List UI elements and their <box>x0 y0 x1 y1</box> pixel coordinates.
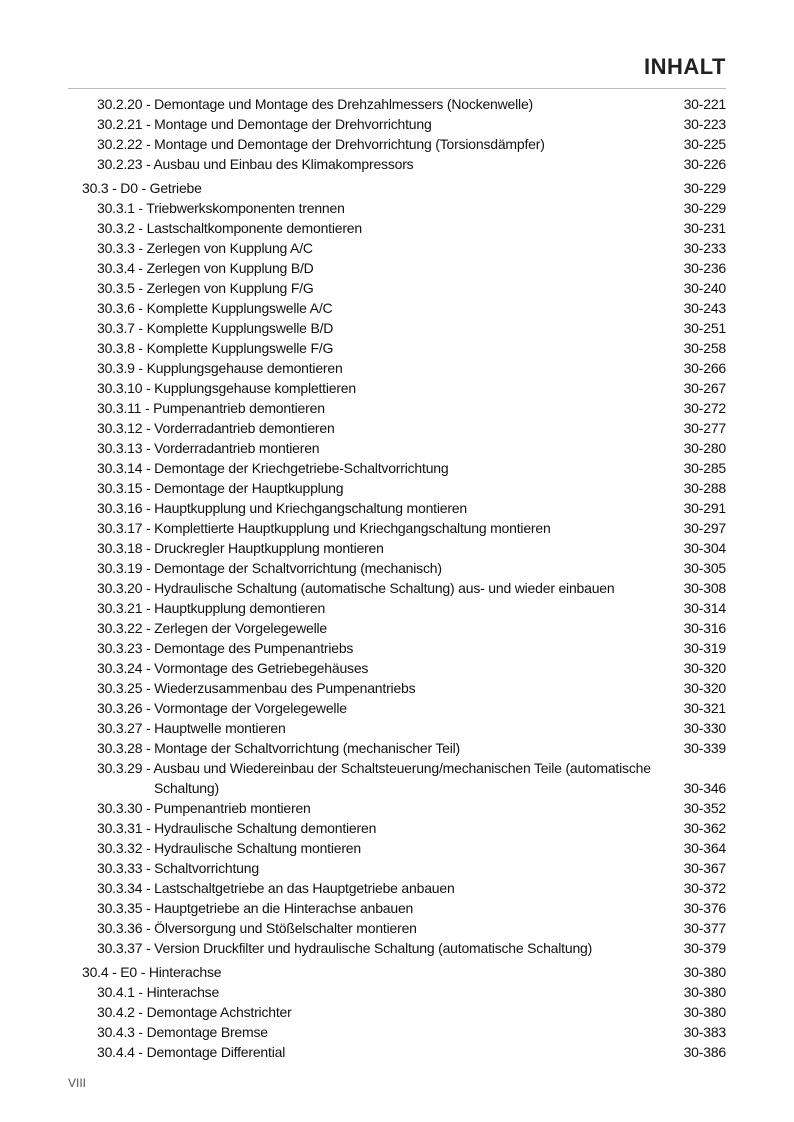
toc-entry-page: 30-291 <box>683 500 726 516</box>
toc-entry[interactable] <box>82 898 726 918</box>
toc-entry-page: 30-380 <box>683 984 726 1000</box>
toc-entry[interactable] <box>82 134 726 154</box>
footer-page-number: VIII <box>68 1076 87 1090</box>
toc-entry[interactable] <box>82 218 726 238</box>
toc-entry-page: 30-229 <box>683 200 726 216</box>
toc-entry[interactable] <box>82 378 726 398</box>
toc-entry-page: 30-376 <box>683 900 726 916</box>
toc-entry-title: 30.3.32 - Hydraulische Schaltung montieren <box>97 840 361 856</box>
toc-entry[interactable] <box>82 982 726 1002</box>
toc-entry-title: 30.3.31 - Hydraulische Schaltung demontieren <box>97 820 377 836</box>
toc-entry-page: 30-367 <box>683 860 726 876</box>
toc-entry-title: 30.4.1 - Hinterachse <box>97 984 220 1000</box>
toc-entry[interactable] <box>82 838 726 858</box>
toc-entry[interactable] <box>82 618 726 638</box>
toc-entry-page: 30-305 <box>683 560 726 576</box>
toc-entry-title: 30.3.2 - Lastschaltkomponente demontieren <box>97 220 362 236</box>
toc-entry-title: 30.3.30 - Pumpenantrieb montieren <box>97 800 311 816</box>
toc-entry[interactable] <box>82 498 726 518</box>
toc-entry[interactable] <box>82 518 726 538</box>
toc-entry-title: 30.3.34 - Lastschaltgetriebe an das Hauptgetriebe anbauen <box>97 880 455 896</box>
toc-entry[interactable] <box>82 438 726 458</box>
toc-entry[interactable] <box>82 94 726 114</box>
toc-entry-title: 30.3.11 - Pumpenantrieb demontieren <box>97 400 325 416</box>
toc-entry-page: 30-258 <box>683 340 726 356</box>
toc-entry-page: 30-236 <box>683 260 726 276</box>
toc-entry-page: 30-330 <box>683 720 726 736</box>
toc-section[interactable] <box>82 962 726 982</box>
toc-entry-page: 30-319 <box>683 640 726 656</box>
toc-entry-page: 30-316 <box>683 620 726 636</box>
toc-entry-title: 30.3.37 - Version Druckfilter und hydraulische Schaltung (automatische Schaltung) <box>97 940 593 956</box>
toc-entry-title: 30.3.28 - Montage der Schaltvorrichtung (mechanischer Teil) <box>97 740 461 756</box>
toc-entry[interactable] <box>82 114 726 134</box>
toc-entry-title: 30.2.21 - Montage und Demontage der Drehvorrichtung <box>97 116 432 132</box>
toc-entry-page: 30-383 <box>683 1024 726 1040</box>
toc-entry[interactable] <box>82 578 726 598</box>
toc-entry[interactable] <box>82 318 726 338</box>
toc-entry-page: 30-280 <box>683 440 726 456</box>
toc-entry-title: 30.3.23 - Demontage des Pumpenantriebs <box>97 640 354 656</box>
toc-entry-page: 30-364 <box>683 840 726 856</box>
toc-entry-page: 30-377 <box>683 920 726 936</box>
toc-entry[interactable] <box>82 358 726 378</box>
toc-entry-title: 30.3.10 - Kupplungsgehause komplettieren <box>97 380 356 396</box>
toc-entry-title: 30.3.17 - Komplettierte Hauptkupplung und Kriechgangschaltung montieren <box>97 520 551 536</box>
toc-entry[interactable] <box>82 258 726 278</box>
toc-entry-title: 30.3.24 - Vormontage des Getriebegehäuses <box>97 660 369 676</box>
toc-entry-page: 30-314 <box>683 600 726 616</box>
toc-entry[interactable] <box>82 638 726 658</box>
toc-entry-title: 30.3.26 - Vormontage der Vorgelegewelle <box>97 700 347 716</box>
toc-entry[interactable] <box>82 538 726 558</box>
toc-entry-title: 30.3.15 - Demontage der Hauptkupplung <box>97 480 344 496</box>
toc-entry-page: 30-346 <box>683 780 726 796</box>
toc-entry-page: 30-304 <box>683 540 726 556</box>
toc-entry[interactable] <box>82 858 726 878</box>
toc-entry-page: 30-233 <box>683 240 726 256</box>
toc-entry-page: 30-380 <box>683 1004 726 1020</box>
toc-entry[interactable] <box>82 1002 726 1022</box>
toc-entry-title <box>97 758 726 798</box>
toc-entry-title: 30.3.8 - Komplette Kupplungswelle F/G <box>97 340 334 356</box>
toc-entry-title: 30.3.1 - Triebwerkskomponenten trennen <box>97 200 345 216</box>
toc-entry-title: 30.3.12 - Vorderradantrieb demontieren <box>97 420 335 436</box>
toc-entry-title: 30.3.33 - Schaltvorrichtung <box>97 860 259 876</box>
toc-entry[interactable] <box>82 758 726 798</box>
toc-entry-title: 30.3.9 - Kupplungsgehause demontieren <box>97 360 343 376</box>
toc-entry-title: 30.4.3 - Demontage Bremse <box>97 1024 268 1040</box>
toc-entry-title: 30.3 - D0 - Getriebe <box>82 180 202 196</box>
toc-entry-title: 30.3.16 - Hauptkupplung und Kriechgangschaltung montieren <box>97 500 467 516</box>
toc-entry[interactable] <box>82 878 726 898</box>
toc-entry[interactable] <box>82 698 726 718</box>
toc-entry[interactable] <box>82 558 726 578</box>
toc-entry-title: 30.4.4 - Demontage Differential <box>97 1044 286 1060</box>
toc-entry-page: 30-321 <box>683 700 726 716</box>
toc-entry-title: 30.3.3 - Zerlegen von Kupplung A/C <box>97 240 313 256</box>
page-title: INHALT <box>643 54 726 79</box>
toc-entry-page: 30-225 <box>683 136 726 152</box>
toc-entry-title: 30.3.14 - Demontage der Kriechgetriebe-Schaltvorrichtung <box>97 460 449 476</box>
toc-entry-page: 30-320 <box>683 660 726 676</box>
toc-entry-title: 30.3.4 - Zerlegen von Kupplung B/D <box>97 260 314 276</box>
toc-entry-title: 30.3.7 - Komplette Kupplungswelle B/D <box>97 320 334 336</box>
toc-entry[interactable] <box>82 238 726 258</box>
toc-entry-page: 30-308 <box>683 580 726 596</box>
toc-entry-page: 30-285 <box>683 460 726 476</box>
toc-entry-page: 30-267 <box>683 380 726 396</box>
toc-entry-page: 30-266 <box>683 360 726 376</box>
toc-entry-title-line: 30.3.29 - Ausbau und Wiedereinbau der Schaltsteuerung/mechanischen Teile (automatische <box>97 760 651 776</box>
toc-entry[interactable] <box>82 154 726 174</box>
header-divider <box>68 88 726 89</box>
toc-entry-title: 30.3.18 - Druckregler Hauptkupplung montieren <box>97 540 384 556</box>
toc-entry-title: 30.3.27 - Hauptwelle montieren <box>97 720 286 736</box>
toc-entry-title: 30.4 - E0 - Hinterachse <box>82 964 222 980</box>
toc-section[interactable] <box>82 178 726 198</box>
toc-entry-page: 30-288 <box>683 480 726 496</box>
toc-entry-page: 30-229 <box>683 180 726 196</box>
toc-entry[interactable] <box>82 478 726 498</box>
toc-entry-title: 30.3.21 - Hauptkupplung demontieren <box>97 600 326 616</box>
toc-entry-title: 30.3.20 - Hydraulische Schaltung (automatische Schaltung) aus- und wieder einbauen <box>97 580 615 596</box>
toc-entry-title: 30.3.36 - Ölversorgung und Stößelschalter montieren <box>97 920 417 936</box>
toc-entry[interactable] <box>82 298 726 318</box>
toc-entry-page: 30-297 <box>683 520 726 536</box>
toc-entry-title: 30.3.22 - Zerlegen der Vorgelegewelle <box>97 620 327 636</box>
toc-entry[interactable] <box>82 598 726 618</box>
toc-entry-title: 30.3.6 - Komplette Kupplungswelle A/C <box>97 300 333 316</box>
toc-entry-page: 30-226 <box>683 156 726 172</box>
toc-entry-page: 30-379 <box>683 940 726 956</box>
toc-entry[interactable] <box>82 458 726 478</box>
toc-entry-page: 30-320 <box>683 680 726 696</box>
toc-entry-page: 30-251 <box>683 320 726 336</box>
toc-entry[interactable] <box>82 718 726 738</box>
toc-entry-page: 30-277 <box>683 420 726 436</box>
toc-entry-page: 30-339 <box>683 740 726 756</box>
toc-entry-title: 30.3.35 - Hauptgetriebe an die Hinterachse anbauen <box>97 900 414 916</box>
toc-entry-page: 30-221 <box>683 96 726 112</box>
toc-entry[interactable] <box>82 738 726 758</box>
toc-entry-title: 30.2.22 - Montage und Demontage der Drehvorrichtung (Torsionsdämpfer) <box>97 136 545 152</box>
table-of-contents <box>82 94 726 1062</box>
toc-entry[interactable] <box>82 398 726 418</box>
toc-entry[interactable] <box>82 818 726 838</box>
toc-entry-page: 30-243 <box>683 300 726 316</box>
toc-entry-title: 30.3.19 - Demontage der Schaltvorrichtung (mechanisch) <box>97 560 442 576</box>
toc-entry[interactable] <box>82 338 726 358</box>
toc-entry-page: 30-372 <box>683 880 726 896</box>
toc-entry[interactable] <box>82 798 726 818</box>
toc-entry[interactable] <box>82 1042 726 1062</box>
toc-entry-title: 30.2.20 - Demontage und Montage des Drehzahlmessers (Nockenwelle) <box>97 96 534 112</box>
toc-entry-title-line: Schaltung) <box>154 780 219 796</box>
toc-entry-page: 30-386 <box>683 1044 726 1060</box>
toc-entry-page: 30-352 <box>683 800 726 816</box>
toc-entry-title: 30.4.2 - Demontage Achstrichter <box>97 1004 292 1020</box>
toc-entry-page: 30-272 <box>683 400 726 416</box>
toc-entry[interactable] <box>82 418 726 438</box>
toc-entry[interactable] <box>82 278 726 298</box>
toc-entry-page: 30-240 <box>683 280 726 296</box>
toc-entry-page: 30-223 <box>683 116 726 132</box>
toc-entry[interactable] <box>82 658 726 678</box>
toc-entry-page: 30-380 <box>683 964 726 980</box>
toc-entry[interactable] <box>82 198 726 218</box>
toc-entry[interactable] <box>82 918 726 938</box>
toc-entry-title: 30.3.25 - Wiederzusammenbau des Pumpenantriebs <box>97 680 416 696</box>
toc-entry-title: 30.3.13 - Vorderradantrieb montieren <box>97 440 320 456</box>
toc-entry-page: 30-362 <box>683 820 726 836</box>
toc-entry[interactable] <box>82 938 726 958</box>
toc-entry-page: 30-231 <box>683 220 726 236</box>
toc-entry[interactable] <box>82 1022 726 1042</box>
toc-entry-title: 30.2.23 - Ausbau und Einbau des Klimakompressors <box>97 156 414 172</box>
toc-entry[interactable] <box>82 678 726 698</box>
toc-entry-title: 30.3.5 - Zerlegen von Kupplung F/G <box>97 280 314 296</box>
